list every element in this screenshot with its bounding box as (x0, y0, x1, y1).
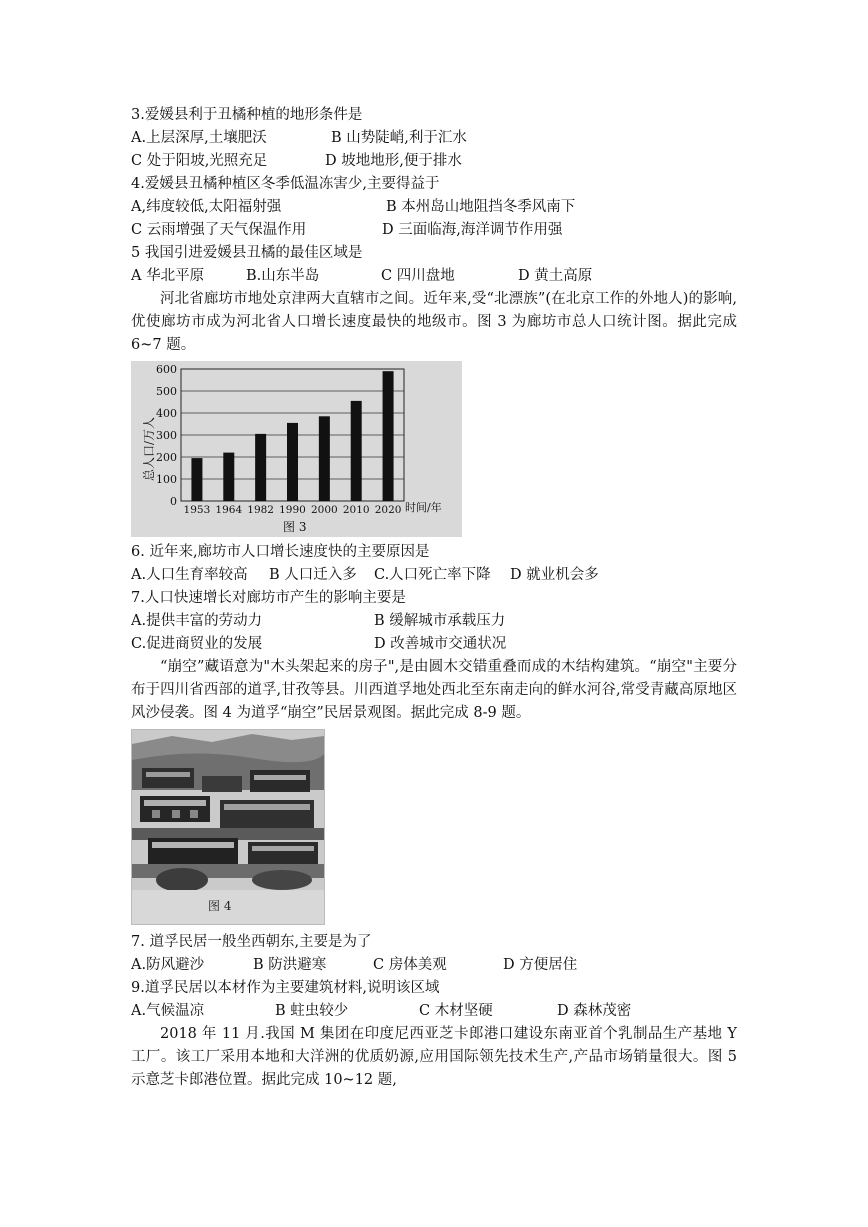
chart-bar-1990 (287, 423, 298, 501)
passage-bengkong: “崩空”藏语意为"木头架起来的房子",是由圆木交错重叠而成的木结构建筑。“崩空"主要分布于四川省西部的道孚,甘孜等县。川西道孚地处西北至东南走向的鲜水河谷,常受青藏高原地区风沙侵袭。图 4 为道孚“崩空”民居景观图。据此完成 8-9 题。 (131, 659, 737, 721)
chart-y-tick-label: 0 (170, 495, 177, 508)
question-6-options (131, 564, 741, 587)
question-7-option-c: C.促进商贸业的发展 (131, 636, 263, 652)
question-4-option-c: C 云雨增强了天气保温作用 (131, 222, 307, 238)
population-bar-chart (131, 361, 462, 537)
question-3-stem: 3.爱媛县利于丑橘种植的地形条件是 (131, 107, 363, 123)
question-9-option-b: B 蛀虫较少 (275, 1003, 349, 1019)
question-3-option-d: D 坡地地形,便于排水 (325, 153, 462, 169)
chart-bar-2000 (319, 416, 330, 501)
chart-y-tick-label: 300 (156, 429, 177, 442)
question-4-options-row2 (131, 219, 741, 242)
figure-4-caption: 图 4 (208, 899, 232, 913)
question-8-option-d: D 方便居住 (503, 957, 578, 973)
chart-x-tick-label: 1982 (247, 504, 275, 516)
question-8-stem: 7. 道孚民居一般坐西朝东,主要是为了 (131, 934, 372, 950)
chart-y-axis-label: 总人口/万人 (142, 416, 156, 482)
chart-bar-2020 (383, 371, 394, 501)
question-7-option-d: D 改善城市交通状况 (374, 636, 507, 652)
question-3-option-b: B 山势陡峭,利于汇水 (331, 130, 467, 146)
bengkong-house-photo (132, 730, 324, 924)
question-7-option-a: A.提供丰富的劳动力 (131, 613, 263, 629)
chart-x-tick-label: 1990 (279, 504, 306, 516)
question-5-stem: 5 我国引进爱媛县丑橘的最佳区域是 (131, 245, 363, 261)
chart-bar-1953 (191, 458, 202, 501)
chart-bar-2010 (351, 401, 362, 501)
question-9-option-a: A.气候温凉 (131, 1003, 205, 1019)
question-3-options-row2 (131, 150, 741, 173)
chart-y-tick-label: 500 (156, 385, 177, 398)
question-4-option-a: A,纬度较低,太阳福射强 (131, 199, 282, 215)
question-8-option-b: B 防洪避寒 (253, 957, 327, 973)
question-9-options (131, 1000, 741, 1023)
question-9-option-c: C 木材坚硬 (419, 1003, 493, 1019)
question-4-stem: 4.爱媛县丑橘种植区冬季低温冻害少,主要得益于 (131, 176, 440, 192)
question-7-stem: 7.人口快速增长对廊坊市产生的影响主要是 (131, 590, 406, 606)
question-7-options-row2 (131, 633, 741, 656)
question-6-option-c: C.人口死亡率下降 (374, 567, 491, 583)
question-8-option-a: A.防风避沙 (131, 957, 205, 973)
question-9-stem: 9.道孚民居以本材作为主要建筑材料,说明该区域 (131, 980, 440, 996)
question-4-option-d: D 三面临海,海洋调节作用强 (382, 222, 563, 238)
passage-cikarang: 2018 年 11 月.我国 M 集团在印度尼西亚芝卡郎港口建设东南亚首个乳制品生产基地 Y 工厂。该工厂采用本地和大洋洲的优质奶源,应用国际领先技术生产,产品市场销量很大。图 5 示意芝卡郎港位置。据此完成 10~12 题, (131, 1026, 737, 1088)
question-6-option-b: B 人口迁入多 (269, 567, 357, 583)
exam-page (131, 104, 741, 1092)
question-5-option-d: D 黄土高原 (518, 268, 593, 284)
chart-x-axis-label: 时间/年 (405, 501, 442, 514)
question-5-options (131, 265, 741, 288)
question-3-options-row1 (131, 127, 741, 150)
question-6-option-a: A.人口生育率较高 (131, 567, 248, 583)
chart-y-tick-label: 400 (156, 407, 177, 420)
question-9-option-d: D 森林茂密 (557, 1003, 632, 1019)
passage-langfang: 河北省廊坊市地处京津两大直辖市之间。近年来,受“北漂族”(在北京工作的外地人)的影响,优使廊坊市成为河北省人口增长速度最快的地级市。图 3 为廊坊市总人口统计图。据此完成 6~7 题。 (131, 291, 737, 353)
chart-y-tick-label: 200 (156, 451, 177, 464)
question-8-options (131, 954, 741, 977)
chart-x-tick-label: 2010 (342, 504, 370, 516)
figure-4-photo (131, 729, 325, 925)
question-6-option-d: D 就业机会多 (510, 567, 599, 583)
question-3-option-a: A.上层深厚,土壤肥沃 (131, 130, 267, 146)
question-5-option-b: B.山东半岛 (246, 268, 320, 284)
chart-y-tick-label: 600 (156, 363, 177, 376)
chart-x-tick-label: 2020 (374, 504, 402, 516)
chart-x-tick-label: 2000 (310, 504, 338, 516)
question-5-option-c: C 四川盘地 (381, 268, 455, 284)
question-3-option-c: C 处于阳坡,光照充足 (131, 153, 268, 169)
question-5-option-a: A 华北平原 (131, 268, 205, 284)
question-7-option-b: B 缓解城市承载压力 (374, 613, 506, 629)
chart-x-tick-label: 1953 (183, 504, 211, 516)
question-4-options-row1 (131, 196, 741, 219)
figure-3-chart (131, 361, 462, 537)
question-7-options-row1 (131, 610, 741, 633)
chart-x-tick-label: 1964 (215, 504, 243, 516)
question-4-option-b: B 本州岛山地阻挡冬季风南下 (386, 199, 576, 215)
question-8-option-c: C 房体美观 (373, 957, 447, 973)
chart-bar-1964 (223, 453, 234, 501)
question-6-stem: 6. 近年来,廊坊市人口增长速度快的主要原因是 (131, 544, 430, 560)
chart-y-tick-label: 100 (156, 473, 177, 486)
chart-bar-1982 (255, 434, 266, 501)
figure-3-caption: 图 3 (283, 520, 307, 534)
